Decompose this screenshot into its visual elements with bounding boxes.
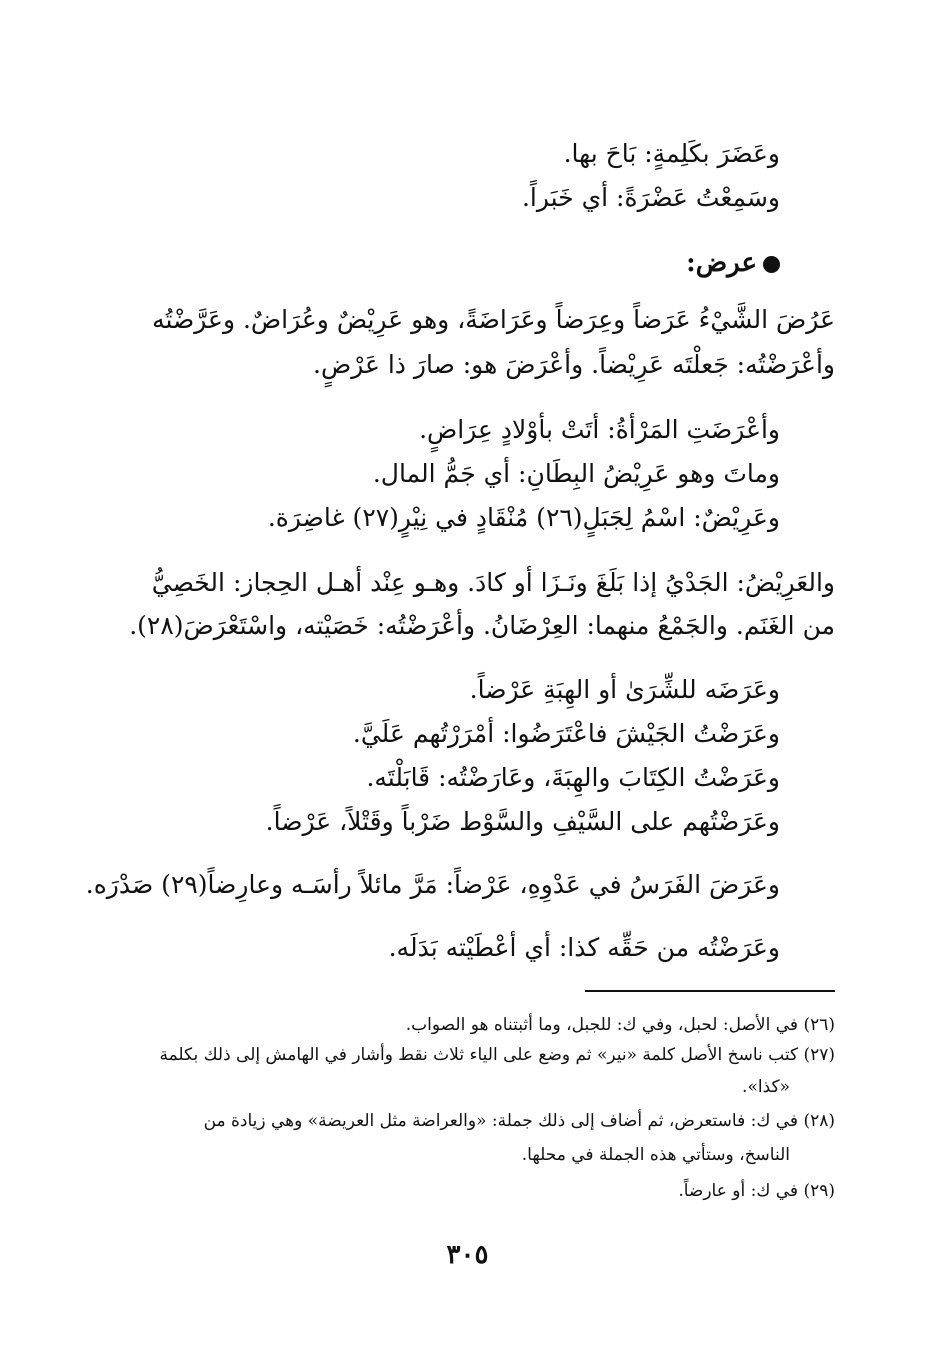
footnote: «كذا».	[742, 1077, 790, 1097]
text-line: وعَرَضْتُ الكِتَابَ والهِبَةَ، وعَارَضْتُه: قَابَلْتَه.	[366, 763, 780, 792]
text-line: وعَرَضَ الفَرَسُ في عَدْوِهِ، عَرْضاً: مَرَّ مائلاً رأسَـه وعارِضاً(٢٩) صَدْرَه.	[85, 870, 780, 899]
text-line: وعَرَضْتُه من حَقِّه كذا: أي أعْطَيْته بَدَلَه.	[388, 933, 780, 962]
text-line: وأعْرَضْتُه: جَعلْتَه عَرِيْضاً. وأعْرَضَ هو: صارَ ذا عَرْضٍ.	[313, 350, 835, 379]
text-line: والعَرِيْضُ: الجَدْيُ إذا بَلَغَ ونَـزَا أو كادَ. وهـو عِنْد أهـل الحِجاز: الخَصِيُّ	[151, 568, 835, 597]
entry-heading	[686, 245, 780, 281]
footnote-divider	[585, 990, 835, 992]
text-line: وأعْرَضَتِ المَرْأةُ: أتَتْ بأوْلادٍ عِرَاضٍ.	[419, 415, 780, 444]
text-line: من الغَنَم. والجَمْعُ منهما: العِرْضَانُ. وأعْرَضْتُه: خَصَيْته، واسْتَعْرَضَ(٢٨).	[129, 611, 835, 640]
text-line: وسَمِعْتُ عَضْرَةً: أي خَبَراً.	[521, 183, 780, 212]
text-line: وماتَ وهو عَرِيْضُ البِطَانِ: أي جَمُّ المال.	[372, 459, 780, 488]
footnote: (٢٧) كتب ناسخ الأصل كلمة «نير» ثم وضع على الياء ثلاث نقط وأشار في الهامش إلى ذلك بكلمة	[159, 1045, 835, 1065]
footnote: (٢٦) في الأصل: لحبل، وفي ك: للجبل، وما أثبتناه هو الصواب.	[405, 1015, 835, 1035]
footnote: (٢٩) في ك: أو عارضاً.	[678, 1181, 835, 1201]
entry-heading-label: عرض:	[686, 248, 757, 278]
text-line: وعَرَضْتُهم على السَّيْفِ والسَّوْط ضَرْباً وقَتْلاً، عَرْضاً.	[265, 807, 780, 836]
footnote: الناسخ، وستأتي هذه الجملة في محلها.	[521, 1145, 790, 1165]
page-number: ٣٠٥	[446, 1240, 489, 1270]
text-line: وعَرِيْضٌ: اسْمُ لِجَبَلٍ(٢٦) مُنْقَادٍ في نِيْرٍ(٢٧) غاضِرَة.	[267, 503, 780, 532]
bullet-icon	[763, 256, 780, 273]
text-line: وعَرَضَه للشِّرَىٰ أو الهِبَةِ عَرْضاً.	[469, 675, 780, 704]
footnote: (٢٨) في ك: فاستعرض، ثم أضاف إلى ذلك جملة: «والعراضة مثل العريضة» وهي زيادة من	[203, 1111, 835, 1131]
text-line: وعَرَضْتُ الجَيْشَ فاعْتَرَضُوا: أمْرَرْتُهم عَلَيَّ.	[352, 719, 780, 748]
text-line: وعَضَرَ بكَلِمةٍ: بَاحَ بها.	[563, 139, 780, 168]
text-line: عَرُضَ الشَّيْءُ عَرَضاً وعِرَضاً وعَرَاضَةً، وهو عَرِيْضٌ وعُرَاضٌ. وعَرَّضْتُه	[152, 305, 835, 334]
